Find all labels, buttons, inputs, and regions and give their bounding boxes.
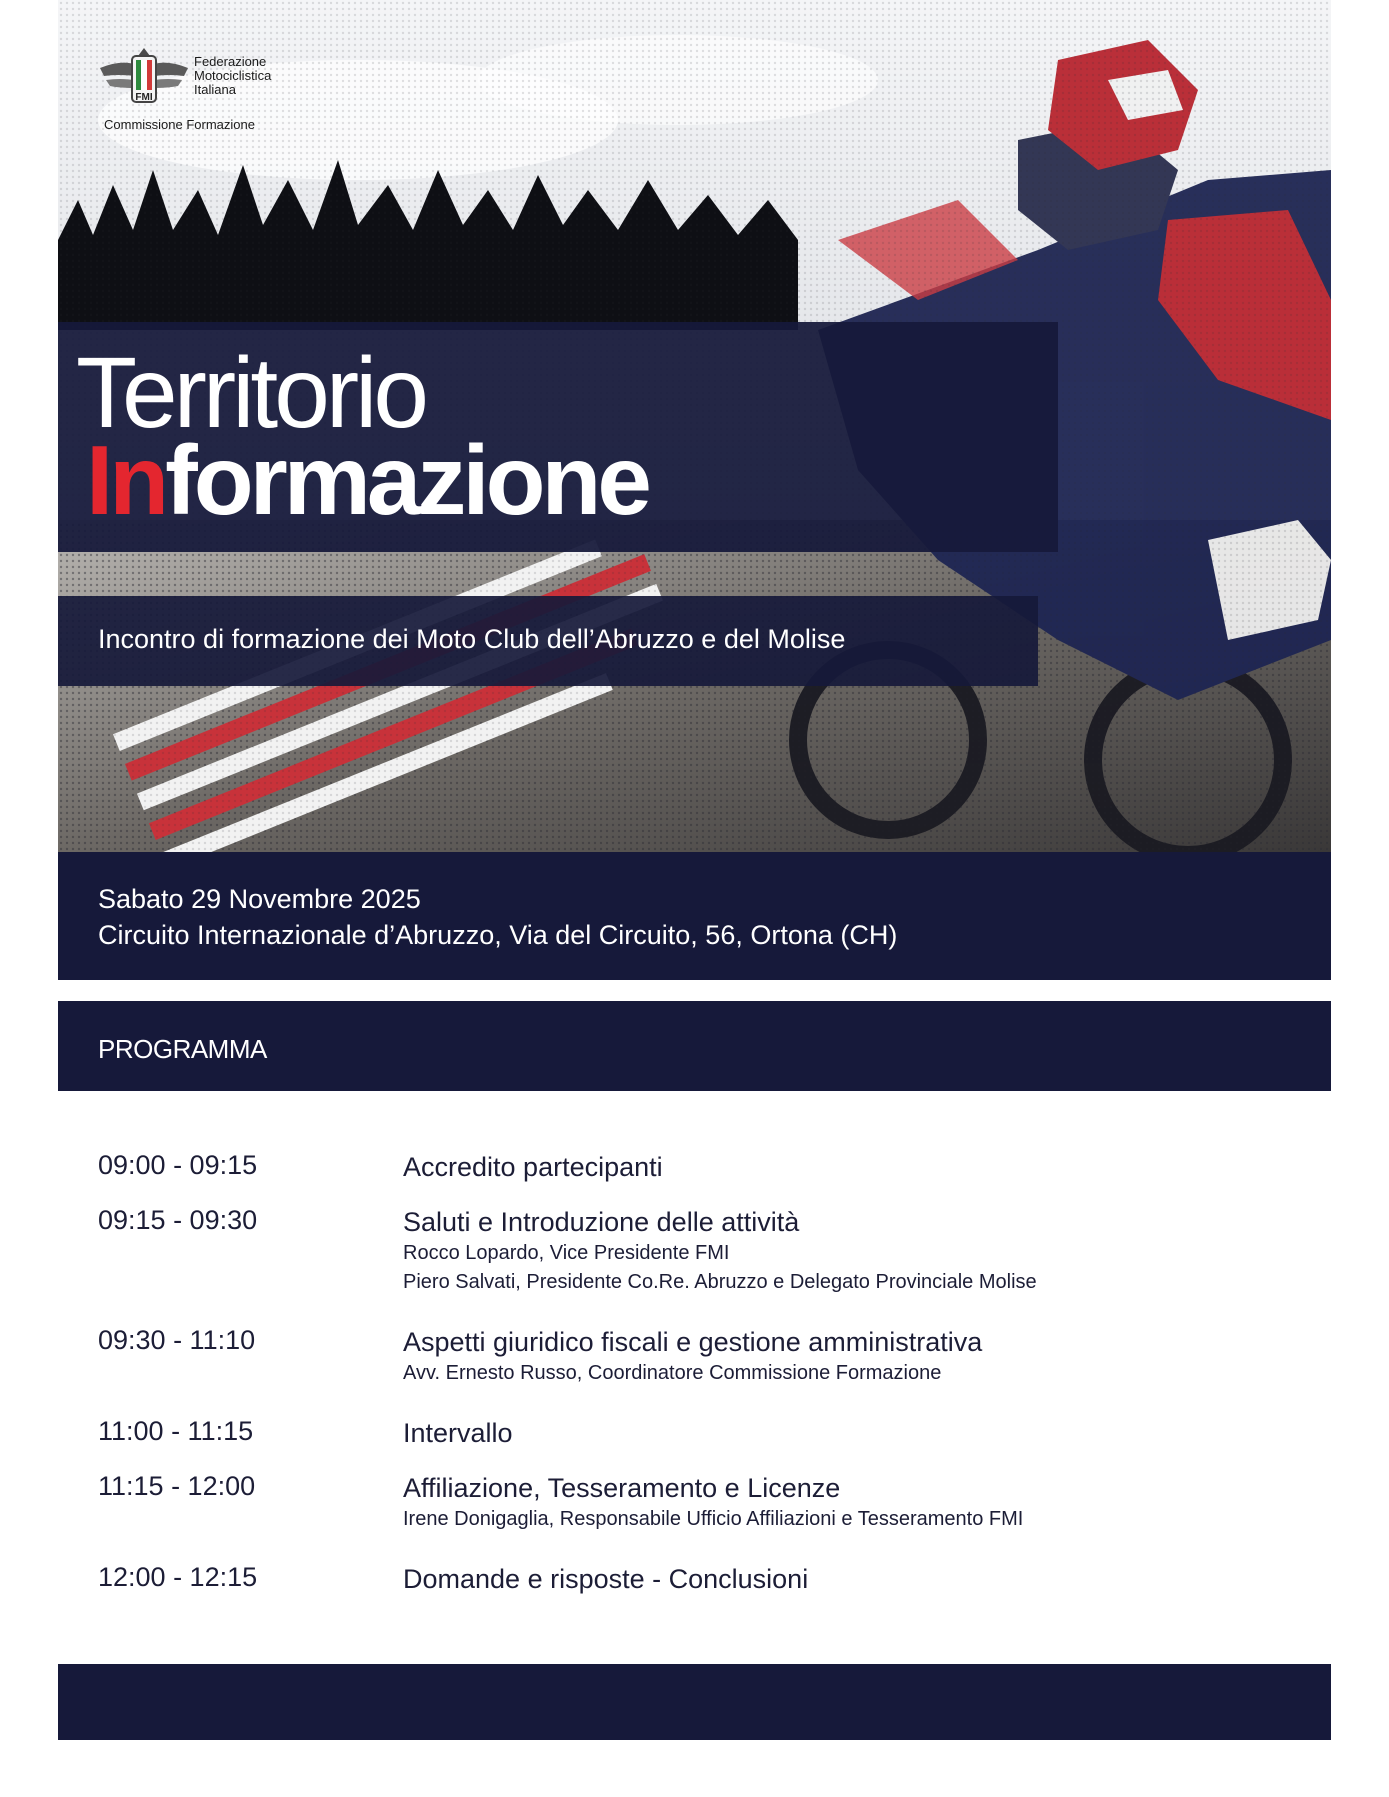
schedule-row [0,1150,1389,1205]
schedule-row [0,1205,1389,1325]
programma-heading: PROGRAMMA [98,1034,267,1064]
schedule-activity: Aspetti giuridico fiscali e gestione amministrativa [403,1327,983,1357]
schedule-time: 12:00 - 12:15 [98,1562,258,1592]
title-rest: formazione [165,425,648,535]
schedule-activity: Affiliazione, Tesseramento e Licenze [403,1473,841,1503]
schedule-time: 09:00 - 09:15 [98,1150,258,1180]
schedule-activity: Domande e risposte - Conclusioni [403,1564,809,1594]
schedule-row [0,1471,1389,1562]
schedule-speaker: Irene Donigaglia, Responsabile Ufficio Affiliazioni e Tesseramento FMI [403,1508,1024,1530]
subtitle: Incontro di formazione dei Moto Club dell’Abruzzo e del Molise [98,624,846,654]
schedule-time: 09:30 - 11:10 [98,1325,256,1355]
schedule-speaker: Rocco Lopardo, Vice Presidente FMI [403,1242,730,1264]
schedule-activity: Saluti e Introduzione delle attività [403,1207,800,1237]
svg-text:FMI: FMI [135,92,153,103]
schedule-activity: Intervallo [403,1418,513,1448]
schedule [0,1150,1389,1617]
event-place: Circuito Internazionale d’Abruzzo, Via del Circuito, 56, Ortona (CH) [98,920,898,950]
org-line: Motociclistica [194,68,272,83]
fmi-logo [100,42,300,137]
schedule-speaker: Avv. Ernesto Russo, Coordinatore Commissione Formazione [403,1362,942,1384]
footer-band [58,1664,1331,1740]
schedule-row [0,1562,1389,1617]
schedule-time: 09:15 - 09:30 [98,1205,258,1235]
schedule-time: 11:15 - 12:00 [98,1471,256,1501]
org-line: Federazione [194,54,267,69]
schedule-activity: Accredito partecipanti [403,1152,663,1182]
title-accent: In [86,425,166,535]
schedule-speaker: Piero Salvati, Presidente Co.Re. Abruzzo e Delegato Provinciale Molise [403,1271,1037,1293]
title-line-2 [86,425,648,535]
schedule-time: 11:00 - 11:15 [98,1416,254,1446]
schedule-row [0,1416,1389,1471]
title-line-1: Territorio [76,337,425,449]
event-band [58,852,1331,980]
org-name [194,55,271,97]
schedule-row [0,1325,1389,1416]
org-line: Italiana [194,82,236,97]
fmi-winged-logo-icon [100,42,188,112]
commission-label: Commissione Formazione [104,117,255,132]
event-date: Sabato 29 Novembre 2025 [98,884,421,914]
